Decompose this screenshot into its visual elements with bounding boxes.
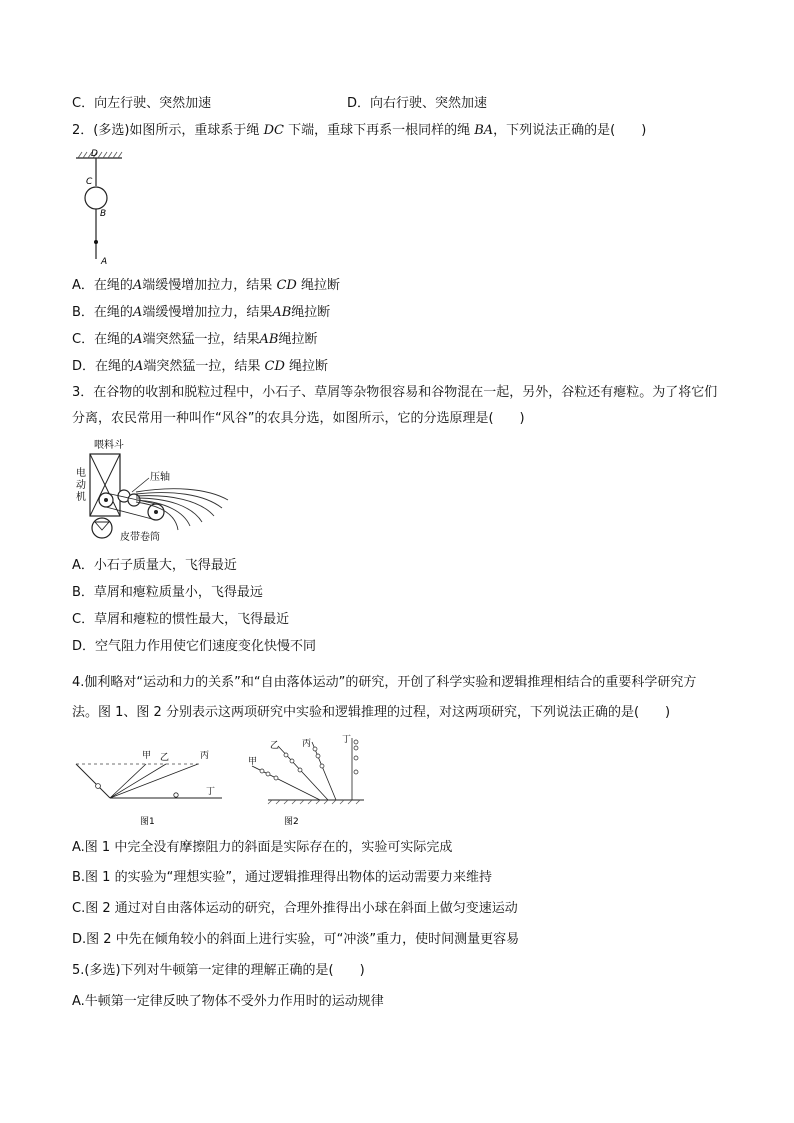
fig1-label-ding: 丁: [206, 787, 216, 797]
q2-option-c: C．在绳的A端突然猛一拉，结果AB绳拉断: [72, 332, 318, 347]
fig-label-a: A: [101, 257, 108, 267]
q3-winnower-figure: [72, 436, 232, 544]
fig1-label-jia: 甲: [142, 751, 152, 761]
fig-label-b: B: [100, 209, 107, 219]
prev-option-d: D．向右行驶、突然加速: [347, 96, 488, 111]
label-hopper: 喂料斗: [94, 440, 124, 451]
prev-option-c: C．向左行驶、突然加速: [72, 96, 212, 111]
fig2-label-ding: 丁: [342, 735, 352, 745]
label-motor-3: 机: [76, 492, 86, 503]
q2-option-d: D．在绳的A端突然猛一拉，结果 CD 绳拉断: [72, 359, 329, 374]
var-dc: DC: [263, 123, 284, 138]
q4-fig2-inclines: [248, 734, 368, 830]
q4-option-a: A.图 1 中完全没有摩擦阻力的斜面是实际存在的，实验可实际完成: [72, 840, 453, 855]
fig1-label-bing: 丙: [200, 751, 210, 761]
q3-option-c: C．草屑和瘪粒的惯性最大，飞得最近: [72, 612, 290, 627]
fig2-label-yi: 乙: [270, 741, 280, 751]
q2-option-a: A．在绳的A端缓慢增加拉力，结果 CD 绳拉断: [72, 278, 340, 293]
q2-rope-ball-figure: [72, 146, 132, 270]
label-roller: 压轴: [150, 472, 170, 483]
q2-option-b: B．在绳的A端缓慢增加拉力，结果AB绳拉断: [72, 305, 331, 320]
fig1-caption: 图1: [140, 817, 155, 827]
fig2-label-jia: 甲: [248, 757, 258, 767]
q5-stem: 5.(多选)下列对牛顿第一定律的理解正确的是( ): [72, 963, 365, 978]
fig-label-d: D: [91, 149, 98, 159]
var-ba: BA: [474, 123, 494, 138]
fig2-label-bing: 丙: [302, 739, 312, 749]
q4-option-b: B.图 1 的实验为“理想实验”，通过逻辑推理得出物体的运动需要力来维持: [72, 870, 493, 885]
q3-stem: 3．在谷物的收割和脱粒过程中，小石子、草屑等杂物很容易和谷物混在一起，另外，谷粒还有瘪粒。为了将它们分离，农民常用一种叫作“风谷”的农具分选，如图所示，它的分选原理是( ): [72, 385, 718, 426]
q3-option-b: B．草屑和瘪粒质量小，飞得最远: [72, 585, 263, 600]
fig1-label-yi: 乙: [160, 753, 170, 763]
label-motor-1: 电: [76, 468, 86, 479]
q3-option-d: D．空气阻力作用使它们速度变化快慢不同: [72, 639, 317, 654]
q4-option-d: D.图 2 中先在倾角较小的斜面上进行实验，可“冲淡”重力，使时间测量更容易: [72, 932, 520, 947]
fig-label-c: C: [86, 177, 93, 187]
q4-fig1-inclines: [72, 734, 232, 830]
q2-stem: 2．(多选)如图所示，重球系于绳 DC 下端，重球下再系一根同样的绳 BA，下列说法正确的是( ): [72, 123, 647, 138]
q4-option-c: C.图 2 通过对自由落体运动的研究，合理外推得出小球在斜面上做匀变速运动: [72, 901, 518, 916]
q4-stem: 4.伽利略对“运动和力的关系”和“自由落体运动”的研究，开创了科学实验和逻辑推理相结合的重要科学研究方法。图 1、图 2 分别表示这两项研究中实验和逻辑推理的过程，对这两项研究，下列说法正确的是( ): [72, 675, 697, 720]
label-motor-2: 动: [76, 480, 86, 491]
fig2-caption: 图2: [284, 817, 299, 827]
q5-option-a: A.牛顿第一定律反映了物体不受外力作用时的运动规律: [72, 994, 384, 1009]
label-belt: 皮带卷筒: [120, 532, 160, 543]
q3-option-a: A．小石子质量大，飞得最近: [72, 558, 237, 573]
